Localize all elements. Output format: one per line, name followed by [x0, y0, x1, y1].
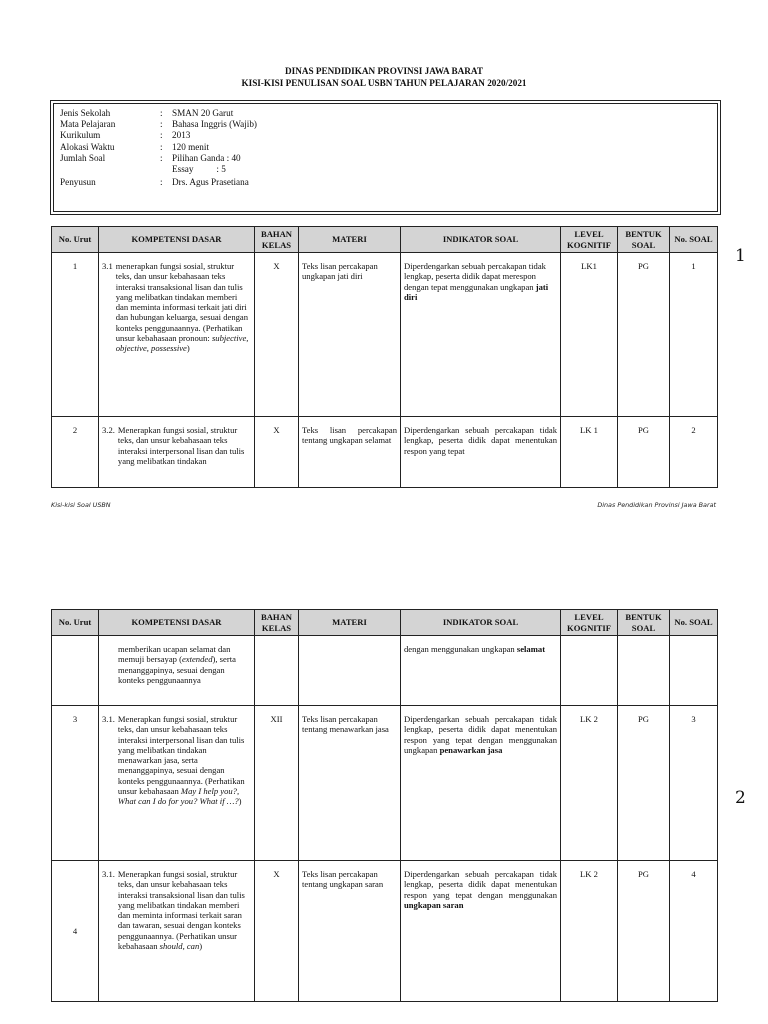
header-bahan-kelas: BAHAN KELAS — [255, 227, 299, 253]
cell-level-kognitif: LK 2 — [561, 706, 618, 861]
cell-kompetensi-dasar — [99, 636, 255, 706]
header-bentuk-soal: BENTUK SOAL — [618, 227, 670, 253]
info-row-kurikulum — [60, 130, 717, 141]
info-label: Mata Pelajaran — [60, 119, 116, 130]
kd-cont-italic: extended — [181, 654, 213, 665]
cell-bahan-kelas: XII — [255, 706, 299, 861]
footer-right: Dinas Pendidikan Provinsi Jawa Barat — [597, 501, 716, 509]
info-value: 120 menit — [172, 141, 210, 152]
info-colon: : — [160, 141, 163, 152]
info-value: Drs. Agus Prasetiana — [172, 177, 249, 188]
kd-text-main: Menerapkan fungsi sosial, struktur teks, dan unsur kebahasaan teks interaksi interpersonal lisan dan tulis yang melibatkan tindakan menawarkan jasa, serta menanggapinya, sesuai dengan konteks penggunaannya. (Perhatikan unsur kebahasaan — [117, 714, 245, 797]
cell-bentuk-soal: PG — [618, 706, 670, 861]
cell-indikator — [401, 861, 561, 1002]
kd-number: 3.2. — [102, 425, 115, 435]
kd-cont-a: memberikan ucapan selamat dan memuji bersayap ( — [118, 644, 231, 665]
page-number-2: 2 — [735, 788, 746, 808]
info-label: Penyusun — [60, 177, 96, 188]
header-no-soal: No. SOAL — [670, 227, 718, 253]
cell-bahan-kelas: X — [255, 253, 299, 417]
cell-kompetensi-dasar — [99, 861, 255, 1002]
kd-text: Menerapkan fungsi sosial, struktur teks, dan unsur kebahasaan teks interaksi interpersonal lisan dan tulis yang melibatkan tindakan — [117, 425, 245, 466]
indikator-text: Diperdengarkan sebuah percakapan tidak lengkap, peserta didik dapat menentukan respon yang tepat dengan menggunakan — [404, 869, 557, 900]
info-label: Jumlah Soal — [60, 152, 106, 163]
cell-materi: Teks lisan percakapan ungkapan jati diri — [299, 253, 401, 417]
kd-number: 3.1. — [102, 869, 115, 879]
cell-no-soal: 4 — [670, 861, 718, 1002]
cell-level-kognitif: LK 2 — [561, 861, 618, 1002]
cell-level-empty — [561, 636, 618, 706]
info-label: Jenis Sekolah — [60, 108, 111, 118]
cell-materi: Teks lisan percakapan tentang menawarkan jasa — [299, 706, 401, 861]
cell-indikator — [401, 706, 561, 861]
header-kompetensi-dasar: KOMPETENSI DASAR — [99, 227, 255, 253]
kd-text-italic: should, can — [159, 941, 200, 952]
cell-bentuk-empty — [618, 636, 670, 706]
table-row — [52, 861, 718, 1002]
kd-continuation — [102, 644, 251, 685]
cell-no-soal: 1 — [670, 253, 718, 417]
info-value: Bahasa Inggris (Wajib) — [172, 119, 257, 130]
kisi-table-page-2 — [51, 609, 718, 1002]
kd-text-after: ) — [199, 941, 203, 952]
indikator-text: Diperdengarkan sebuah percakapan tidak lengkap, peserta didik dapat merespon dengan tepat menggunakan ungkapan — [404, 261, 546, 292]
cell-materi: Teks lisan percakapan tentang ungkapan saran — [299, 861, 401, 1002]
kd-text-italic: subjective, objective, possessive — [115, 333, 249, 354]
info-colon: : — [160, 130, 163, 141]
header-bentuk-soal: BENTUK SOAL — [618, 610, 670, 636]
header-indikator-soal: INDIKATOR SOAL — [401, 227, 561, 253]
kd-text-main: Menerapkan fungsi sosial, struktur teks, dan unsur kebahasaan teks interaksi transaksional lisan dan tulis yang melibatkan tindakan memberi dan meminta informasi terkait saran dan tawaran, sesuai dengan konteks penggunaannya. (Perhatikan unsur kebahasaan — [117, 869, 245, 952]
document-title-line-2: KISI-KISI PENULISAN SOAL USBN TAHUN PELAJARAN 2020/2021 — [241, 78, 527, 88]
header-no-urut: No. Urut — [52, 227, 99, 253]
indikator-bold: jati diri — [404, 281, 549, 302]
header-materi: MATERI — [299, 227, 401, 253]
cell-no: 2 — [52, 417, 99, 488]
footer-left: Kisi-kisi Soal USBN — [51, 501, 111, 509]
cell-indikator — [401, 636, 561, 706]
info-row-essay — [60, 164, 717, 175]
kd-text — [116, 261, 251, 354]
info-row-jumlah-soal — [60, 153, 717, 164]
cell-kompetensi-dasar — [99, 706, 255, 861]
cell-materi: Teks lisan percakapan tentang ungkapan selamat — [299, 417, 401, 488]
table-row — [52, 253, 718, 417]
kd-text-italic: May I help you?, What can I do for you? What if …? — [117, 786, 240, 807]
cell-materi-empty — [299, 636, 401, 706]
table-header-row — [52, 610, 718, 636]
cell-no-soal: 3 — [670, 706, 718, 861]
table-row — [52, 417, 718, 488]
header-no-soal: No. SOAL — [670, 610, 718, 636]
info-colon: : — [160, 119, 163, 130]
kd-number: 3.1 — [102, 261, 113, 271]
cell-no-soal-empty — [670, 636, 718, 706]
info-colon: : — [160, 152, 163, 163]
cell-bahan-kelas-empty — [255, 636, 299, 706]
info-colon: : — [160, 108, 163, 118]
header-bahan-kelas: BAHAN KELAS — [255, 610, 299, 636]
header-materi: MATERI — [299, 610, 401, 636]
info-row-mata-pelajaran — [60, 119, 717, 130]
info-row-penyusun — [60, 177, 717, 188]
indikator-bold: selamat — [516, 644, 546, 654]
header-level-kognitif: LEVEL KOGNITIF — [561, 610, 618, 636]
info-value: SMAN 20 Garut — [172, 108, 234, 118]
kd-number: 3.1. — [102, 714, 115, 724]
header-kompetensi-dasar: KOMPETENSI DASAR — [99, 610, 255, 636]
info-value: Pilihan Ganda : 40 — [172, 152, 241, 163]
cell-indikator — [401, 253, 561, 417]
indikator-text: Diperdengarkan sebuah percakapan tidak lengkap, peserta didik dapat menentukan respon yang tepat dengan menggunakan ungkapan — [404, 714, 557, 755]
kd-text — [118, 869, 251, 951]
kd-cont-b: ), serta menanggapinya, sesuai dengan konteks penggunaannya — [118, 654, 236, 685]
cell-level-kognitif: LK 1 — [561, 417, 618, 488]
info-row-jenis-sekolah — [60, 108, 717, 119]
info-label: Alokasi Waktu — [60, 141, 115, 152]
cell-no: 4 — [52, 861, 99, 1002]
info-label — [60, 164, 160, 175]
info-colon-blank — [160, 164, 172, 175]
table-row — [52, 706, 718, 861]
info-label: Kurikulum — [60, 130, 101, 141]
page-number-1: 1 — [735, 246, 746, 266]
cell-bentuk-soal: PG — [618, 253, 670, 417]
kd-text-after: ) — [238, 796, 242, 807]
cell-no-soal: 2 — [670, 417, 718, 488]
document-title-line-1: DINAS PENDIDIKAN PROVINSI JAWA BARAT — [285, 66, 483, 76]
kisi-table-page-1 — [51, 226, 718, 488]
kd-text-after: ) — [186, 343, 190, 354]
info-colon: : — [160, 177, 163, 188]
cell-level-kognitif: LK1 — [561, 253, 618, 417]
info-row-alokasi-waktu — [60, 142, 717, 153]
cell-no: 3 — [52, 706, 99, 861]
cell-bentuk-soal: PG — [618, 417, 670, 488]
indikator-text: dengan menggunakan ungkapan — [404, 644, 515, 654]
school-info-box — [50, 100, 721, 215]
header-level-kognitif: LEVEL KOGNITIF — [561, 227, 618, 253]
kd-text-main: menerapkan fungsi sosial, struktur teks, dan unsur kebahasaan teks interaksi transaksional lisan dan tulis yang melibatkan tindakan memberi dan meminta informasi terkait jati diri dan hubungan keluarga, sesuai dengan konteks penggunaannya. (Perhatikan unsur kebahasaan pronoun: — [115, 261, 249, 344]
cell-no-empty — [52, 636, 99, 706]
table-row-continuation — [52, 636, 718, 706]
cell-no: 1 — [52, 253, 99, 417]
cell-bahan-kelas: X — [255, 417, 299, 488]
indikator-bold: penawarkan jasa — [439, 744, 503, 755]
cell-bentuk-soal: PG — [618, 861, 670, 1002]
indikator-bold: ungkapan saran — [404, 899, 464, 910]
header-no-urut: No. Urut — [52, 610, 99, 636]
school-info-inner — [53, 103, 718, 212]
info-value: 2013 — [172, 130, 191, 141]
cell-bahan-kelas: X — [255, 861, 299, 1002]
cell-kompetensi-dasar — [99, 253, 255, 417]
kd-text — [118, 714, 251, 807]
header-indikator-soal: INDIKATOR SOAL — [401, 610, 561, 636]
info-value: Essay : 5 — [172, 164, 226, 175]
table-header-row — [52, 227, 718, 253]
cell-kompetensi-dasar — [99, 417, 255, 488]
cell-indikator: Diperdengarkan sebuah percakapan tidak lengkap, peserta didik dapat menentukan respon yang tepat — [401, 417, 561, 488]
